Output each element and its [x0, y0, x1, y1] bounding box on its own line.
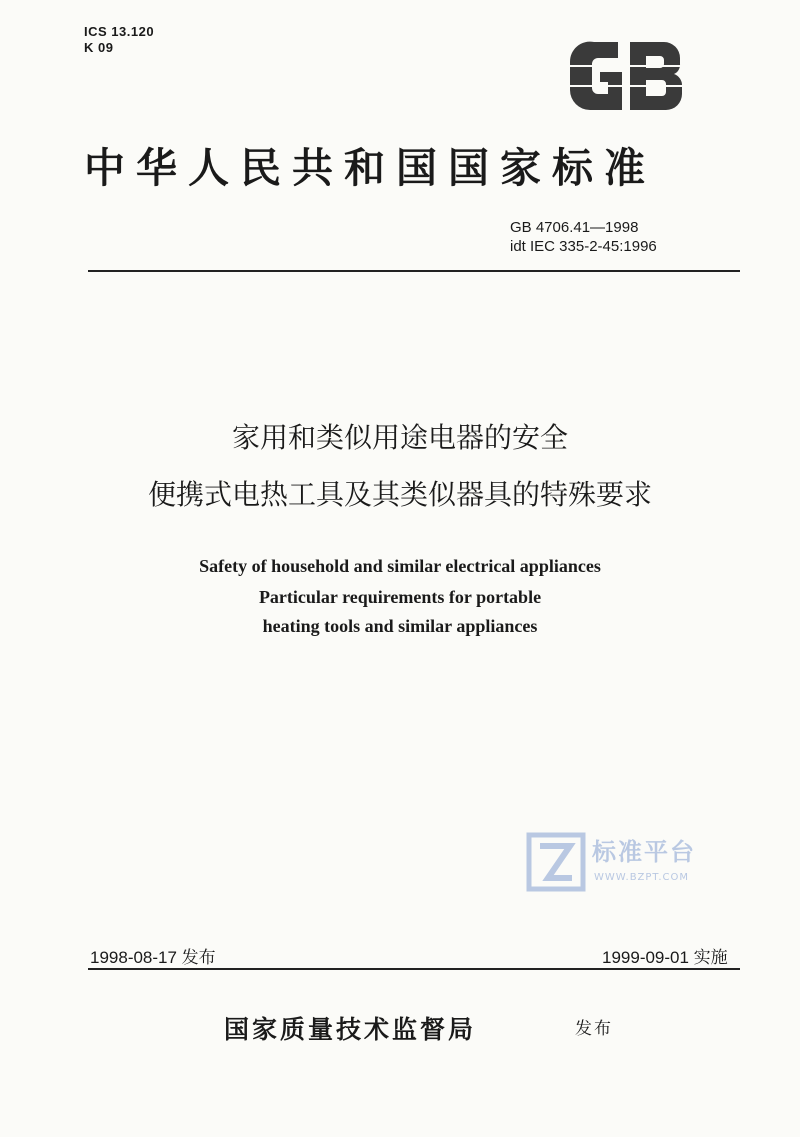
standard-numbers — [510, 218, 657, 256]
standard-number: GB 4706.41—1998 — [510, 219, 639, 236]
identical-standard: idt IEC 335-2-45:1996 — [510, 238, 657, 255]
issuing-authority: 国家质量技术监督局 — [224, 1015, 477, 1044]
implement-date: 1999-09-01 实施 — [602, 948, 728, 967]
title-en-line3: heating tools and similar appliances — [262, 616, 538, 636]
watermark-text: 标准平台 — [592, 838, 696, 866]
watermark-logo-icon — [526, 832, 586, 892]
issuer-suffix: 发布 — [575, 1019, 613, 1039]
title-cn-line2: 便携式电热工具及其类似器具的特殊要求 — [147, 478, 652, 511]
title-en-line1: Safety of household and similar electrical appliances — [199, 556, 601, 576]
country-standard-title: 中华人民共和国国家标准 — [84, 144, 656, 192]
ccs-code: K 09 — [84, 40, 114, 55]
gb-logo — [560, 36, 690, 116]
publish-date: 1998-08-17 发布 — [90, 948, 216, 967]
footer-divider — [88, 968, 740, 970]
watermark-url: WWW.BZPT.COM — [594, 872, 690, 883]
title-en-line2: Particular requirements for portable — [258, 587, 542, 607]
ics-code: ICS 13.120 — [84, 24, 155, 39]
header-divider — [88, 270, 740, 272]
classification-codes — [84, 24, 154, 56]
title-cn-line1: 家用和类似用途电器的安全 — [231, 421, 568, 454]
